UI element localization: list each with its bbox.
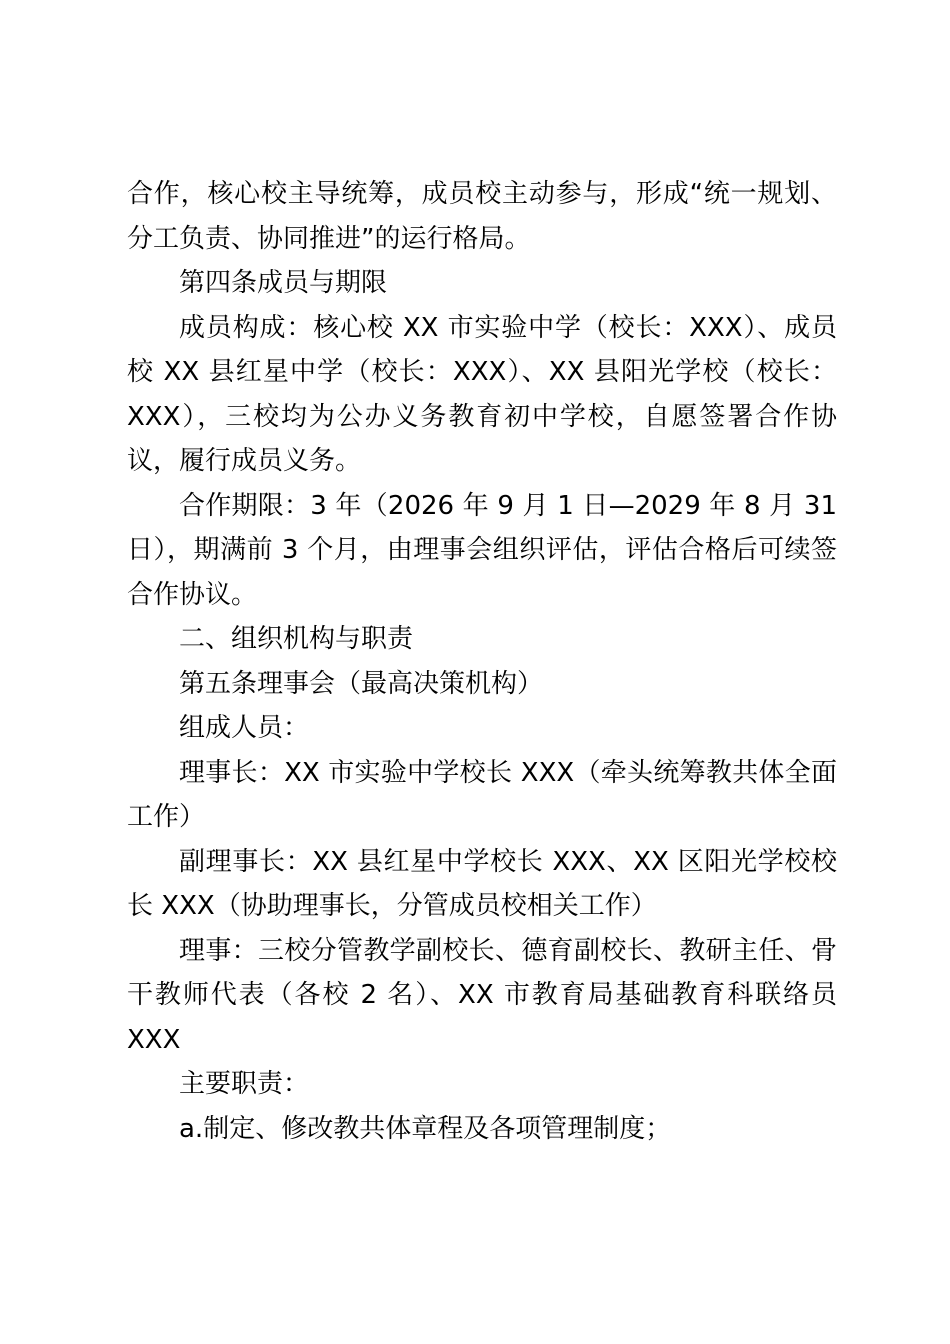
paragraph-term: 合作期限：3 年（2026 年 9 月 1 日—2029 年 8 月 31 日），期满前 3 个月，由理事会组织评估，评估合格后可续签合作协议。 [127,490,837,610]
paragraph-composition-label: 组成人员： [179,713,310,743]
paragraph-continuation: 合作，核心校主导统筹，成员校主动参与，形成“统一规划、分工负责、协同推进”的运行格局。 [127,179,837,254]
paragraph-members: 成员构成：核心校 XX 市实验中学（校长：XXX）、成员校 XX 县红星中学（校长：XXX）、XX 县阳光学校（校长：XXX），三校均为公办义务教育初中学校，自愿签署合作协议，履行成员义务。 [127,312,837,476]
section-2-heading: 二、组织机构与职责 [179,624,414,654]
paragraph-vice-chairman: 副理事长：XX 县红星中学校长 XXX、XX 区阳光学校校长 XXX（协助理事长，分管成员校相关工作） [127,846,837,921]
article-5-heading: 第五条理事会（最高决策机构） [179,668,544,699]
paragraph-chairman: 理事长：XX 市实验中学校长 XXX（牵头统筹教共体全面工作） [127,757,837,832]
paragraph-directors: 理事：三校分管教学副校长、德育副校长、教研主任、骨干教师代表（各校 2 名）、XX 市教育局基础教育科联络员 XXX [127,935,837,1055]
article-4-heading: 第四条成员与期限 [179,268,388,298]
paragraph-duties-label: 主要职责： [179,1069,310,1099]
document-body [127,172,837,1151]
paragraph-duty-a: a.制定、修改教共体章程及各项管理制度； [179,1113,672,1144]
